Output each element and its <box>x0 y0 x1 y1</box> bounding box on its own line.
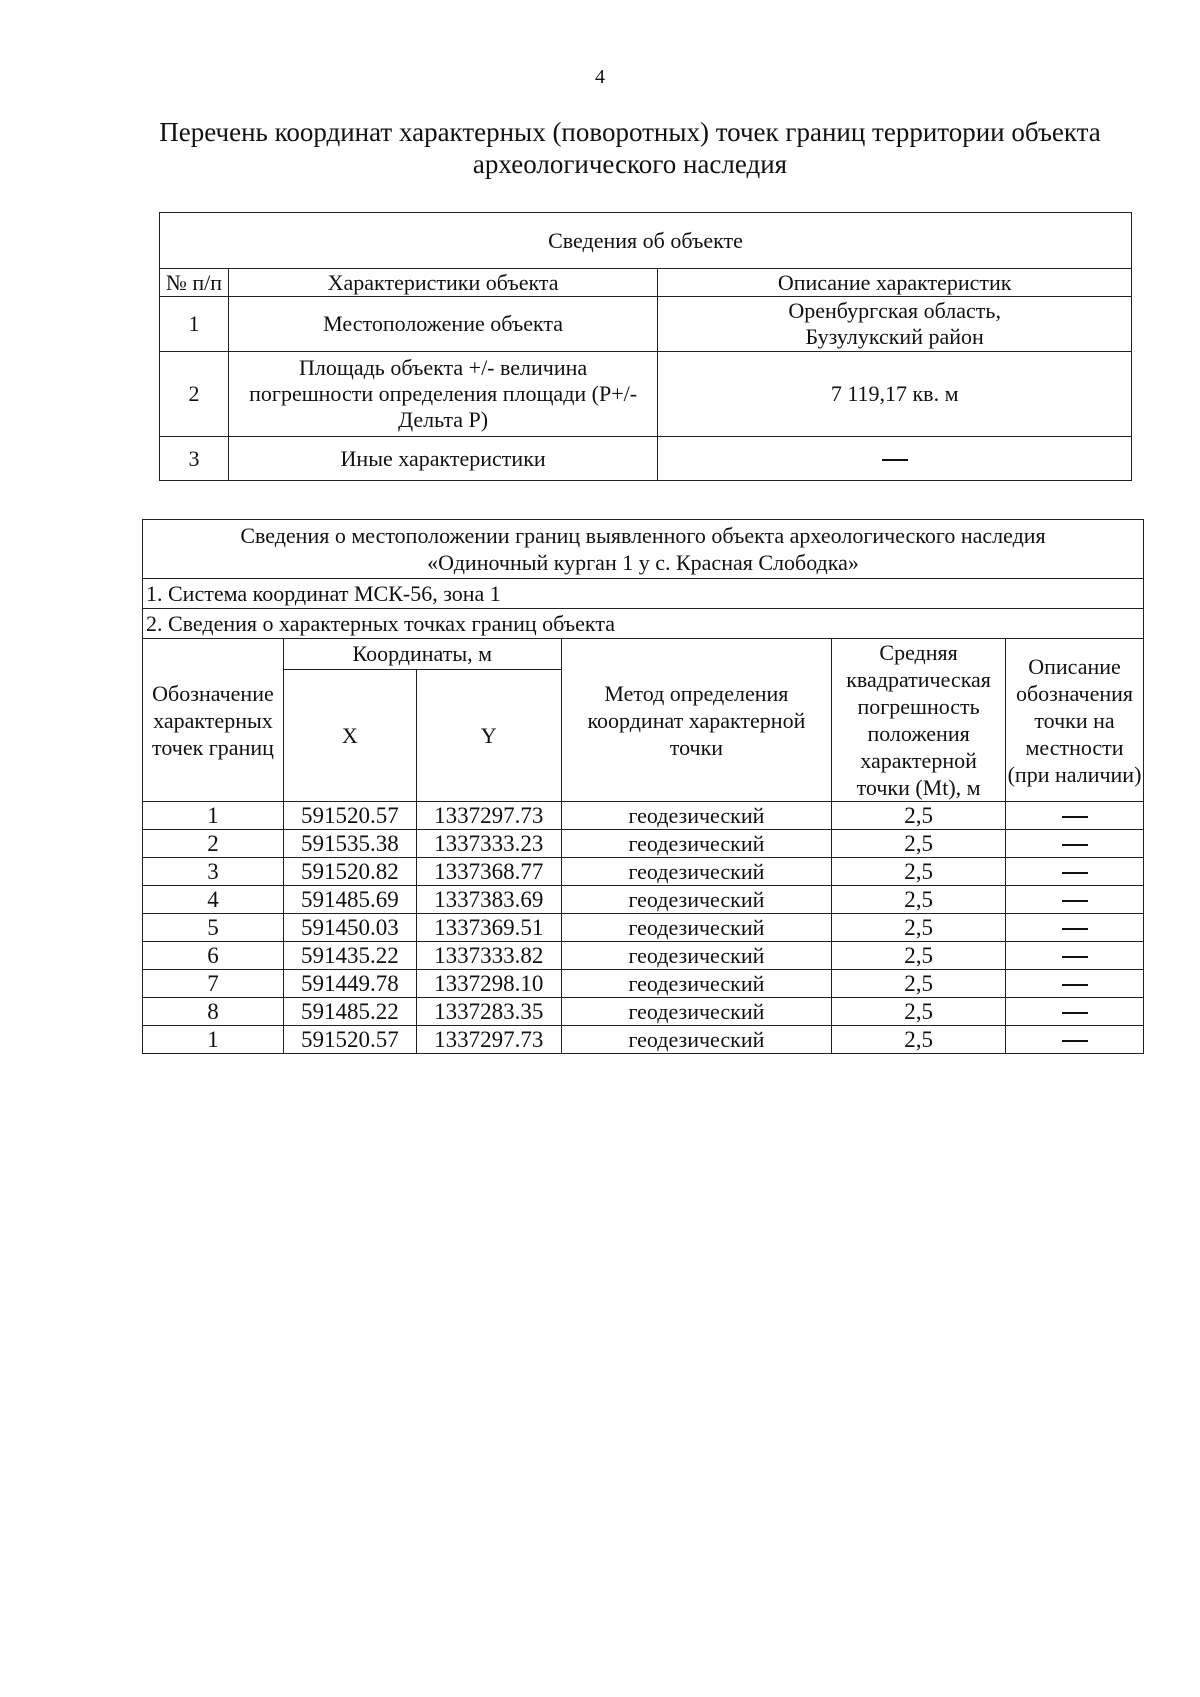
empty-value-dash <box>1062 984 1088 986</box>
point-description <box>1006 970 1144 998</box>
object-table-header <box>160 269 1132 297</box>
object-info-table <box>159 212 1132 481</box>
point-method: геодезический <box>561 830 831 858</box>
point-id: 3 <box>143 858 284 886</box>
empty-value-dash <box>1062 872 1088 874</box>
point-y: 1337297.73 <box>416 1026 561 1054</box>
header-point: Обозначение характерных точек границ <box>143 639 284 802</box>
point-row <box>143 970 1144 998</box>
object-row-location <box>160 297 1132 352</box>
empty-value-dash <box>1062 1040 1088 1042</box>
header-characteristic: Характеристики объекта <box>228 269 657 297</box>
point-x: 591535.38 <box>283 830 416 858</box>
header-x: X <box>283 669 416 801</box>
header-number: № п/п <box>160 269 229 297</box>
point-x: 591485.22 <box>283 998 416 1026</box>
point-description <box>1006 914 1144 942</box>
point-error: 2,5 <box>832 914 1006 942</box>
row-value: Оренбургская область, Бузулукский район <box>658 297 1132 352</box>
point-description <box>1006 802 1144 830</box>
boundary-points-table <box>142 519 1144 1054</box>
empty-value-dash <box>1062 816 1088 818</box>
point-y: 1337283.35 <box>416 998 561 1026</box>
point-id: 7 <box>143 970 284 998</box>
point-x: 591449.78 <box>283 970 416 998</box>
point-row <box>143 1026 1144 1054</box>
point-description <box>1006 858 1144 886</box>
row-characteristic: Иные характеристики <box>228 437 657 481</box>
empty-value-dash <box>1062 1012 1088 1014</box>
empty-value-dash <box>882 459 908 461</box>
header-method: Метод определения координат характерной точки <box>561 639 831 802</box>
point-y: 1337298.10 <box>416 970 561 998</box>
point-x: 591520.57 <box>283 1026 416 1054</box>
point-row <box>143 914 1144 942</box>
header-description: Описание обозначения точки на местности (при наличии) <box>1006 639 1144 802</box>
point-id: 6 <box>143 942 284 970</box>
point-error: 2,5 <box>832 1026 1006 1054</box>
point-y: 1337369.51 <box>416 914 561 942</box>
point-error: 2,5 <box>832 886 1006 914</box>
point-description <box>1006 1026 1144 1054</box>
empty-value-dash <box>1062 900 1088 902</box>
row-number: 3 <box>160 437 229 481</box>
object-table-caption: Сведения об объекте <box>160 213 1132 269</box>
points-section-title: 2. Сведения о характерных точках границ объекта <box>143 609 1144 639</box>
point-id: 5 <box>143 914 284 942</box>
point-error: 2,5 <box>832 970 1006 998</box>
point-description <box>1006 886 1144 914</box>
point-y: 1337297.73 <box>416 802 561 830</box>
point-row <box>143 942 1144 970</box>
point-x: 591435.22 <box>283 942 416 970</box>
coordinate-system: 1. Система координат МСК-56, зона 1 <box>143 579 1144 609</box>
point-row <box>143 858 1144 886</box>
row-number: 2 <box>160 352 229 437</box>
point-y: 1337333.23 <box>416 830 561 858</box>
point-method: геодезический <box>561 886 831 914</box>
point-method: геодезический <box>561 914 831 942</box>
row-value: 7 119,17 кв. м <box>658 352 1132 437</box>
header-y: Y <box>416 669 561 801</box>
point-row <box>143 886 1144 914</box>
boundary-table-caption: Сведения о местоположении границ выявленного объекта археологического наследия «Одиночный курган 1 у с. Красная Слободка» <box>143 520 1144 579</box>
point-description <box>1006 830 1144 858</box>
point-error: 2,5 <box>832 858 1006 886</box>
empty-value-dash <box>1062 928 1088 930</box>
point-row <box>143 802 1144 830</box>
point-y: 1337333.82 <box>416 942 561 970</box>
point-row <box>143 998 1144 1026</box>
point-id: 1 <box>143 802 284 830</box>
point-x: 591520.82 <box>283 858 416 886</box>
empty-value-dash <box>1062 844 1088 846</box>
empty-value-dash <box>1062 956 1088 958</box>
point-error: 2,5 <box>832 998 1006 1026</box>
point-y: 1337383.69 <box>416 886 561 914</box>
header-description: Описание характеристик <box>658 269 1132 297</box>
point-method: геодезический <box>561 1026 831 1054</box>
point-x: 591450.03 <box>283 914 416 942</box>
point-error: 2,5 <box>832 802 1006 830</box>
point-x: 591485.69 <box>283 886 416 914</box>
point-description <box>1006 942 1144 970</box>
point-id: 8 <box>143 998 284 1026</box>
point-id: 4 <box>143 886 284 914</box>
point-method: геодезический <box>561 998 831 1026</box>
point-id: 1 <box>143 1026 284 1054</box>
object-row-other <box>160 437 1132 481</box>
point-method: геодезический <box>561 858 831 886</box>
point-description <box>1006 998 1144 1026</box>
row-characteristic: Местоположение объекта <box>228 297 657 352</box>
page-number: 4 <box>595 66 605 88</box>
header-error: Средняя квадратическая погрешность положения характерной точки (Mt), м <box>832 639 1006 802</box>
row-value <box>658 437 1132 481</box>
row-characteristic: Площадь объекта +/- величина погрешности определения площади (Р+/- Дельта Р) <box>228 352 657 437</box>
point-error: 2,5 <box>832 942 1006 970</box>
document-title: Перечень координат характерных (поворотных) точек границ территории объекта археологического наследия <box>159 117 1101 179</box>
point-id: 2 <box>143 830 284 858</box>
point-error: 2,5 <box>832 830 1006 858</box>
row-number: 1 <box>160 297 229 352</box>
point-y: 1337368.77 <box>416 858 561 886</box>
point-method: геодезический <box>561 802 831 830</box>
point-x: 591520.57 <box>283 802 416 830</box>
point-method: геодезический <box>561 970 831 998</box>
object-row-area <box>160 352 1132 437</box>
header-coordinates: Координаты, м <box>283 639 561 670</box>
point-method: геодезический <box>561 942 831 970</box>
point-row <box>143 830 1144 858</box>
